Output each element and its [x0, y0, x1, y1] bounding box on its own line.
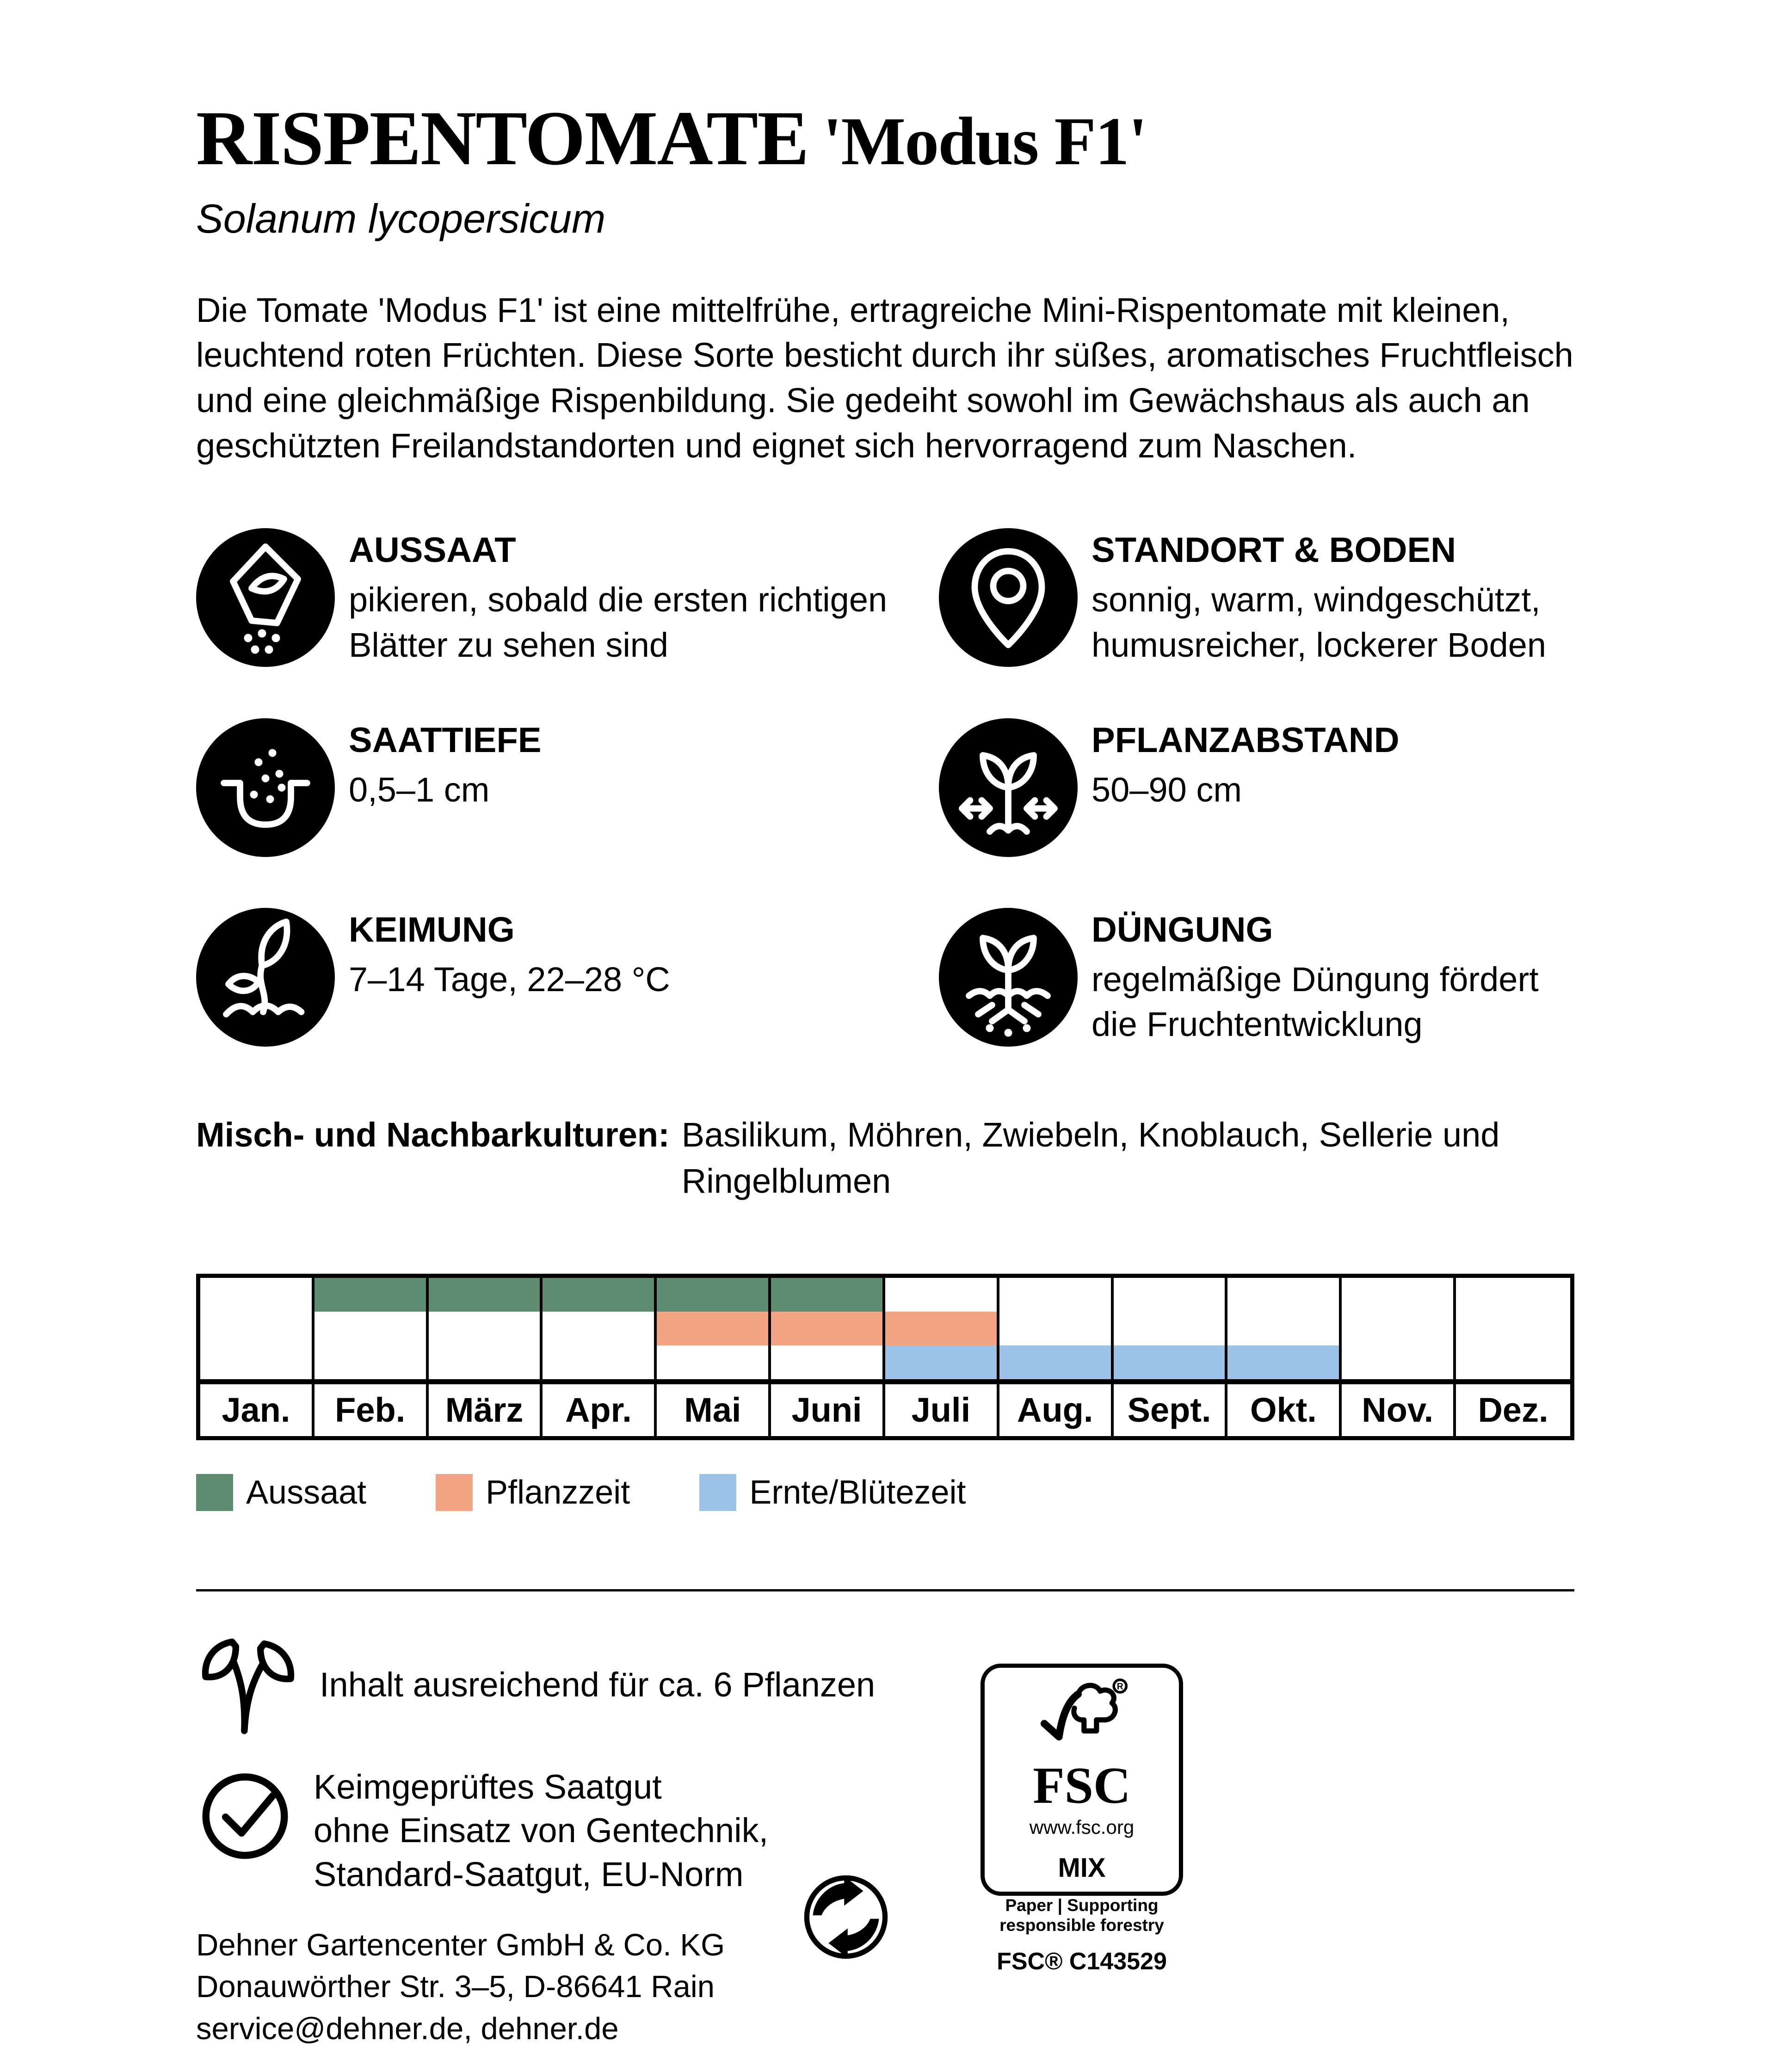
legend-item-ernte — [699, 1474, 966, 1511]
calendar-cell — [771, 1312, 885, 1345]
calendar-cell — [1456, 1278, 1570, 1312]
calendar-cell — [200, 1345, 314, 1379]
info-title: DÜNGUNG — [1092, 910, 1273, 950]
info-item-duengung — [939, 908, 1574, 1047]
legend-label: Pflanzzeit — [486, 1474, 630, 1511]
seed-quality-line: Standard-Saatgut, EU-Norm — [314, 1855, 744, 1894]
calendar-cell — [657, 1345, 771, 1379]
divider-rule — [196, 1589, 1574, 1591]
plant-name: RISPENTOMATE — [196, 95, 808, 181]
info-title: SAATTIEFE — [349, 721, 542, 760]
info-text: pikieren, sobald die ersten richtigen Blätter zu sehen sind — [349, 580, 888, 664]
info-title: PFLANZABSTAND — [1092, 721, 1400, 760]
calendar-month-label: Mai — [657, 1384, 771, 1436]
info-title: STANDORT & BODEN — [1092, 530, 1456, 570]
legend-swatch-ernte — [699, 1474, 736, 1511]
calendar — [196, 1274, 1574, 1440]
seed-quality-line: Keimgeprüftes Saatgut — [314, 1767, 662, 1806]
calendar-cell — [200, 1278, 314, 1312]
variety-name: 'Modus F1' — [823, 104, 1147, 179]
calendar-month-labels — [200, 1379, 1570, 1436]
calendar-row-pflanzzeit — [200, 1312, 1570, 1345]
info-text: 0,5–1 cm — [349, 770, 490, 809]
calendar-month-label: Okt. — [1227, 1384, 1342, 1436]
calendar-cell — [543, 1278, 657, 1312]
calendar-row-ernte — [200, 1345, 1570, 1379]
calendar-cell — [1114, 1312, 1228, 1345]
calendar-month-label: Sept. — [1114, 1384, 1228, 1436]
content-note-row — [196, 1628, 1574, 1743]
fsc-tree-icon — [1017, 1678, 1147, 1759]
fsc-license-code: FSC® C143529 — [997, 1948, 1167, 1975]
content-note: Inhalt ausreichend für ca. 6 Pflanzen — [320, 1665, 876, 1704]
legend-item-aussaat — [196, 1474, 366, 1511]
registered-mark: R — [1116, 1682, 1123, 1692]
calendar-legend — [196, 1474, 1574, 1511]
calendar-cell — [543, 1345, 657, 1379]
calendar-cell — [1342, 1278, 1456, 1312]
page-title — [196, 95, 1574, 181]
fsc-wordmark: FSC — [1033, 1757, 1131, 1814]
green-dot-recycling-logo — [802, 1874, 889, 1961]
calendar-month-label: Juni — [771, 1384, 885, 1436]
legend-swatch-aussaat — [196, 1474, 233, 1511]
legend-label: Aussaat — [246, 1474, 367, 1511]
calendar-month-label: Aug. — [999, 1384, 1114, 1436]
calendar-cell — [314, 1345, 429, 1379]
calendar-month-label: Nov. — [1342, 1384, 1456, 1436]
plant-spacing-icon — [939, 718, 1078, 857]
calendar-month-label: Juli — [885, 1384, 999, 1436]
companion-plants — [196, 1112, 1574, 1204]
calendar-cell — [314, 1312, 429, 1345]
calendar-cell — [657, 1312, 771, 1345]
seed-packet-icon — [196, 528, 335, 667]
calendar-cell — [771, 1278, 885, 1312]
calendar-month-label: Apr. — [543, 1384, 657, 1436]
fsc-grade: MIX — [1058, 1852, 1106, 1883]
calendar-cell — [1456, 1345, 1570, 1379]
seed-depth-icon — [196, 718, 335, 857]
fsc-label — [980, 1664, 1183, 1975]
location-pin-icon — [939, 528, 1078, 667]
seed-packet-back-label — [196, 0, 1574, 2044]
calendar-cell — [1342, 1345, 1456, 1379]
info-text: regelmäßige Düngung fördert die Fruchtentwicklung — [1092, 960, 1539, 1044]
info-text: 7–14 Tage, 22–28 °C — [349, 960, 670, 999]
calendar-cell — [999, 1278, 1114, 1312]
info-text: sonnig, warm, windgeschützt, humusreicher, lockerer Boden — [1092, 580, 1547, 664]
calendar-cell — [885, 1278, 999, 1312]
calendar-month-label: Feb. — [314, 1384, 429, 1436]
sprout-icon — [196, 1628, 300, 1743]
company-name: Dehner Gartencenter GmbH & Co. KG — [196, 1927, 725, 1962]
calendar-cell — [771, 1345, 885, 1379]
calendar-cell — [885, 1312, 999, 1345]
info-item-pflanzabstand — [939, 718, 1574, 857]
calendar-cell — [543, 1312, 657, 1345]
footer — [196, 1628, 1574, 2044]
fsc-description: Paper | Supporting responsible forestry — [999, 1895, 1164, 1935]
calendar-cell — [657, 1278, 771, 1312]
calendar-cell — [885, 1345, 999, 1379]
checkmark-circle-icon — [196, 1765, 294, 1863]
calendar-cell — [1227, 1278, 1342, 1312]
calendar-cell — [429, 1312, 543, 1345]
germination-icon — [196, 908, 335, 1047]
variety-description: Die Tomate 'Modus F1' ist eine mittelfrühe, ertragreiche Mini-Rispentomate mit kleinen, leuchtend roten Früchten. Diese Sorte besticht durch ihr süßes, aromatisches Fruchtfleisch und eine gleichmäßige Rispenbildung. Sie gedeiht sowohl im Gewächshaus als auch an geschützten Freilandstandorten und eignet sich hervorragend zum Naschen. — [196, 290, 1573, 465]
calendar-month-label: Jan. — [200, 1384, 314, 1436]
calendar-cell — [314, 1278, 429, 1312]
seed-quality-line: ohne Einsatz von Gentechnik, — [314, 1811, 769, 1850]
fertilizer-icon — [939, 908, 1078, 1047]
info-item-standort — [939, 528, 1574, 667]
calendar-month-label: März — [429, 1384, 543, 1436]
calendar-cell — [1114, 1278, 1228, 1312]
calendar-cell — [999, 1345, 1114, 1379]
calendar-cell — [1114, 1345, 1228, 1379]
info-title: AUSSAAT — [349, 530, 516, 570]
info-text: 50–90 cm — [1092, 770, 1242, 809]
info-item-saattiefe — [196, 718, 939, 857]
legend-swatch-pflanzzeit — [436, 1474, 473, 1511]
legend-item-pflanzzeit — [436, 1474, 630, 1511]
calendar-cell — [1227, 1345, 1342, 1379]
calendar-row-aussaat — [200, 1278, 1570, 1312]
calendar-cell — [429, 1345, 543, 1379]
calendar-cell — [1342, 1312, 1456, 1345]
info-item-keimung — [196, 908, 939, 1047]
companion-plants-text: Basilikum, Möhren, Zwiebeln, Knoblauch, Sellerie und Ringelblumen — [681, 1115, 1500, 1200]
calendar-cell — [429, 1278, 543, 1312]
info-item-aussaat — [196, 528, 939, 667]
calendar-month-label: Dez. — [1478, 1391, 1548, 1430]
companion-plants-label: Misch- und Nachbarkulturen: — [196, 1115, 670, 1154]
calendar-cell — [999, 1312, 1114, 1345]
info-title: KEIMUNG — [349, 910, 515, 950]
calendar-cell — [1456, 1312, 1570, 1345]
fsc-url: www.fsc.org — [1029, 1816, 1135, 1838]
botanical-name: Solanum lycopersicum — [196, 196, 606, 241]
company-street: Donauwörther Str. 3–5, D-86641 Rain — [196, 1969, 715, 2004]
company-contact: service@dehner.de, dehner.de — [196, 2011, 619, 2046]
culture-info-grid — [196, 528, 1574, 1047]
calendar-cell — [1227, 1312, 1342, 1345]
calendar-cell — [200, 1312, 314, 1345]
legend-label: Ernte/Blütezeit — [749, 1474, 966, 1511]
